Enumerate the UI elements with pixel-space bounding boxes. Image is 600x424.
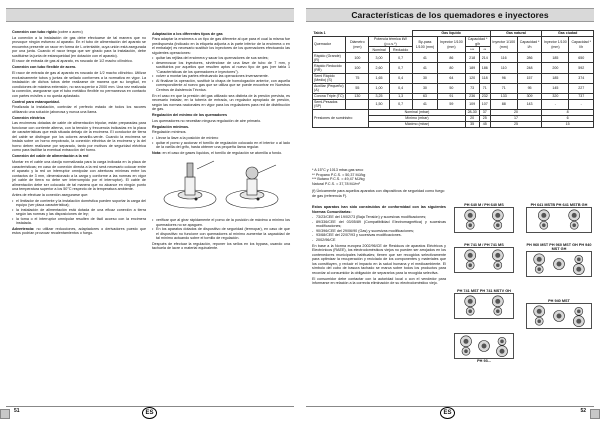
- burner-name-cell: Rápido Reducido (RR): [313, 63, 346, 73]
- table-cell: 120: [465, 73, 479, 83]
- regulation-list: [152, 136, 290, 150]
- heading-leak-check: Control para estanqueidad.: [12, 99, 60, 104]
- hob-outline: [455, 248, 514, 273]
- table-cell: 100: [346, 63, 369, 73]
- table-cell: 186: [479, 63, 490, 73]
- table-cell: 185: [542, 73, 569, 83]
- table-cell: 189: [465, 63, 479, 73]
- table-cell: 50: [438, 83, 465, 93]
- col-header-capacity: Capacidad * g/h: [465, 36, 490, 46]
- table-cell: 107: [479, 99, 490, 109]
- col-header-butane: ***: [465, 47, 479, 53]
- table-cell: 232: [479, 93, 490, 99]
- paragraph: En base a la Norma europea 2002/96/CE de Residuos de aparatos Eléctricos y Electrónicos (RAEE), los electrodomésticos viejos no pueden ser arrojados en los contenedores municipales habituales; tienen que ser recogidos selectivamente para optimizar la recuperación y reciclado de los componentes y materiales que los constituyen, y reducir el impacto en la salud humana y el medioambiente. El símbolo del cubo de basura tachado se marca sobre todos los productos para recordar al consumidor la obligación de separarlos para la recogida selectiva.: [312, 243, 446, 275]
- table-cell: -: [569, 99, 594, 109]
- hob-model-label: PH 741 MST PH 741 MSTV GH: [457, 289, 511, 293]
- hob-model: [454, 203, 514, 233]
- table-cell: 100: [346, 53, 369, 63]
- pressure-value-cell: 28-30: [465, 110, 479, 116]
- table-row: [313, 99, 594, 109]
- note-text: en el caso de gases líquidos, el tornillo de regulación se atornilla a fondo.: [161, 150, 283, 155]
- table-cell: 30: [412, 73, 438, 83]
- burner-cap: [537, 309, 542, 314]
- note-mark: *: [312, 168, 314, 172]
- list-item: • verificar que al girar rápidamente el pomo de la posición de máximo a mínimo los quemadores no se apaguen.: [152, 218, 290, 227]
- table-cell: 71: [490, 83, 517, 93]
- hob-model-label: PH 741 M / PH 741 MS: [464, 243, 504, 247]
- note-text: Natural P.C.S. = 37,78 MJ/m³: [312, 181, 360, 186]
- burner-cap: [572, 224, 576, 228]
- hob-model: [454, 333, 514, 363]
- burner-cap: [577, 310, 581, 314]
- table-cell: 30: [412, 83, 438, 93]
- burner-name-cell: Semi-Pesados (SP): [313, 99, 346, 109]
- table-cell: 96: [490, 73, 517, 83]
- list-item: • En los aparatos dotados de dispositivo de seguridad (termopar), en caso de que el dispositivo no funcione con quemadores al mínimo aumentar la capacidad de tal mínimo actuando sobre el tornillo de regulación.: [152, 227, 290, 241]
- table-cell: 214: [479, 53, 490, 63]
- pressure-value-cell: 45: [479, 122, 490, 128]
- left-column-1: [12, 30, 146, 237]
- table-cell: 1,3: [389, 93, 412, 99]
- table-cell: 143: [517, 99, 541, 109]
- table-cell: 109: [465, 99, 479, 109]
- note-text: Butano P.C.S. = 49,47 MJ/kg: [317, 177, 365, 181]
- col-header-injector-natural: Inyector 1/100 (mm): [490, 36, 517, 52]
- paragraph: El consumidor debe contactar con la autoridad local o con el vendedor para informarse en relación a la correcta eliminación de su electrodoméstico viejo.: [312, 276, 446, 286]
- hob-model-label: PH 640 M / PH 640 MS: [464, 203, 504, 207]
- directives-section: [312, 205, 446, 287]
- table-cell: 130: [346, 93, 369, 99]
- list-item: • la toma o el interruptor omnipolar resulten de fácil acceso con la encimera instalada.: [12, 217, 146, 226]
- paragraph: Antes de efectuar la conexión asegurarse que:: [12, 192, 89, 197]
- hob-model-label: PH 93...: [477, 359, 491, 363]
- paragraph: Para adaptar la encimera a un tipo de gas diferente al que para el cual la misma fue predispuesta (indicado en la etiqueta adjunta a la parte inferior de la encimera o en el embalaje) es necesario sustituir los inyectores de los quemadores efectuando las siguientes operaciones:: [152, 37, 290, 55]
- hob-diagram: [454, 207, 514, 233]
- hob-model: [454, 243, 514, 273]
- language-badge: ES: [142, 407, 157, 419]
- table-cell: 185: [542, 53, 569, 63]
- paragraph: Las encimeras dotadas de cable de alimentación tripolar, están preparadas para funcionar con corriente alterna, con la tensión y frecuencia indicadas en la placa de características que está situada debajo de la encimera. El conductor de tierra del cable se distingue por los colores amarillo-verde. Cuando la encimera se instala sobre un horno empotrado, la conexión eléctrica de la encimera y la del horno deben realizarse por separado, tanto por motivos de seguridad eléctrica como para facilitar la eventual extracción del horno.: [12, 121, 146, 153]
- hob-model-label: PH 641 MSTB PH 641 MSTB GH: [530, 203, 588, 207]
- burner-cap: [495, 213, 500, 218]
- hob-diagram: [454, 293, 514, 319]
- burner-cap: [464, 339, 469, 344]
- pressure-table-body: [313, 110, 594, 128]
- col-header-nominal: Nominal: [369, 47, 389, 53]
- col-header-propane: **: [479, 47, 490, 53]
- burner-cap: [468, 299, 473, 304]
- table-body: [313, 53, 594, 110]
- burner-cap: [537, 257, 542, 262]
- pressure-value-cell: 8: [542, 110, 594, 116]
- table-cell: 157: [517, 73, 541, 83]
- paragraph: El racor de entrada de gas al aparato es roscado de 1/2 macho cilíndrico. Utilizar exclusivamente tubos y juntas de sellado conformes a la normativa en vigor. La instalación de dichos tubos debe realizarse de manera que su longitud, en condiciones de máxima extensión, no sea superior a 2000 mm. Una vez realizada la conexión, asegurarse que el tubo metálico flexible no permanezca en contacto con partes móviles o no queda aplastado.: [12, 71, 146, 98]
- table-cell: 59: [438, 99, 465, 109]
- hob-diagram: [526, 251, 592, 277]
- hob-outline: [527, 208, 592, 233]
- group-header-natural: Gas natural: [490, 31, 542, 37]
- burner-cap: [537, 320, 541, 324]
- hob-diagram: [526, 207, 592, 233]
- pressure-value-cell: 20: [490, 110, 542, 116]
- directives-title: Estos aparatos han sido construidos de conformidad con las siguientes Normas Comunitarias:: [312, 205, 446, 214]
- list-item: • Al finalizar la operación, sustituir la chapa de homologación anterior, con aquella correspondiente al nuevo gas que se utiliza que se puede encontrar en Nuestros Centros de Asistencia Técnica.: [152, 79, 290, 93]
- pressure-value-cell: 15: [542, 122, 594, 128]
- pressure-type-cell: Máximo (mbar): [369, 122, 465, 128]
- pressure-value-cell: 25: [490, 122, 542, 128]
- list-item: • quitar el pomo y accionar el tornillo de regulación colocado en el interior o al lado de la varilla del grifo, hasta obtener una pequeña llama regular.: [152, 141, 290, 150]
- burner-name-cell: Auxiliar (Pequeño) (A): [313, 83, 346, 93]
- table-cell: 200: [542, 63, 569, 73]
- directive-list: [312, 215, 446, 242]
- table-cell: 118: [479, 73, 490, 83]
- table-cell: 3,00: [369, 53, 389, 63]
- table-cell: 2,60: [369, 63, 389, 73]
- table-cell: 145: [542, 83, 569, 93]
- heading-mains-cable: Conexión del cable de alimentación a la red: [12, 154, 89, 159]
- group-header-lpg: Gas líquido: [412, 31, 490, 37]
- burner-name-cell: Corona Triple (TC): [313, 93, 346, 99]
- burner-cap: [468, 253, 473, 258]
- burner-cap: [468, 310, 472, 314]
- table-cell: 286: [517, 53, 541, 63]
- table-cell: 63: [412, 93, 438, 99]
- warning-label: Advertencia:: [12, 226, 35, 231]
- col-header-injector: Inyector 1/100 (mm): [438, 36, 465, 52]
- pressure-value-cell: 20: [465, 116, 479, 122]
- right-page: [300, 0, 600, 424]
- left-header-bar: [6, 8, 294, 22]
- table-cell: 650: [569, 53, 594, 63]
- table-cell: 75: [346, 73, 369, 83]
- list-item: • volver a montar las partes efectuando las operaciones inversamente.: [152, 74, 290, 79]
- col-header-power: Potencia térmica kW (p.c.s.*): [369, 36, 412, 46]
- burner-knob-illustration: [152, 159, 290, 215]
- list-item: • Llevar la llave a la posición de mínimo: [152, 136, 290, 141]
- paragraph: Montar en el cable una clavija normalizada para la carga indicada en la placa de características; en caso de conexión directa a la red será necesario colocar entre el aparato y la red un interruptor omnipolar con aberturas mínimas entre los contactos de 3 mm, dimensionado a la carga y conforme a las normas en vigor (el cable de tierra no debe ser interrumpido por el interruptor). El cable de alimentación debe ser colocado de tal manera que no alcance en ningún punto una temperatura superior a los 50°C respecto de la temperatura ambiente.: [12, 160, 146, 192]
- pressure-value-cell: 6: [542, 116, 594, 122]
- burner-cap: [496, 310, 500, 314]
- heading-flexible-pipe: Conexión con tubo flexible de acero.: [12, 65, 77, 70]
- burner-cap: [482, 344, 487, 349]
- table-title: Tabla 1: [313, 31, 413, 37]
- col-header-capacity-town: Capacidad * l/h: [569, 36, 594, 52]
- note-mark: **: [312, 172, 315, 177]
- directive-item: - 89/336/CEE del 03/05/89 (Compatibilidad Electromagnética) y sucesivas modificaciones;: [312, 220, 446, 229]
- table-cell: 1,00: [369, 83, 389, 93]
- burner-name-cell: Rápido (Grande) (R): [313, 53, 346, 63]
- table-cell: 110: [490, 63, 517, 73]
- pressure-value-cell: 37: [479, 110, 490, 116]
- col-header-burner: Quemador: [313, 36, 346, 52]
- table-cell: 1,50: [369, 99, 389, 109]
- table-cell: 309: [517, 93, 541, 99]
- burner-cap: [557, 314, 562, 319]
- table-notes: [312, 168, 446, 198]
- table-row: [313, 73, 594, 83]
- table-cell: 0,7: [389, 53, 412, 63]
- table-cell: 71: [479, 83, 490, 93]
- table-cell: 227: [569, 83, 594, 93]
- page-edge-tab: [590, 409, 600, 419]
- burner-cap: [468, 264, 472, 268]
- page-number: 51: [14, 408, 20, 414]
- list-item: • la instalación de alimentación está dotada de una eficaz conexión a tierra según las normas y las disposiciones de ley;: [12, 208, 146, 217]
- directive-item: - 2002/96/CE: [312, 238, 446, 243]
- list-item: • desenroscar los inyectores, sirviéndose de una llave de tubo de 7 mm, y sustituirlos por aquellos que resulten aptos al nuevo tipo de gas (ver tabla 1 "Características de los quemadores e inyectores").: [152, 61, 290, 75]
- heading-minimum-regulation: Regulación del mínimo de los quemadores: [152, 113, 227, 118]
- table-row: [313, 63, 594, 73]
- note-text: Propano P.C.S. = 50,37 MJ/kg: [315, 172, 366, 177]
- paragraph: La conexión a la instalación de gas debe efectuarse de tal manera que no provoque ningún esfuerzo al aparato. En el tubo de alimentación del aparato se encuentra presente un racor en forma de L orientable, cuya unión está asegurada por una junta. Cuando el racor tenga que ser girado para la instalación, debe sustituirse la junta de estanqueidad (en dotación con el aparato).: [12, 35, 146, 58]
- table-row: [313, 53, 594, 63]
- screwdriver-adjustment-figure: [164, 161, 216, 208]
- hob-model: [454, 289, 514, 319]
- pressure-value-cell: 17: [490, 116, 542, 122]
- table-cell: 64: [438, 73, 465, 83]
- burner-cap: [468, 213, 473, 218]
- table-cell: 0,7: [389, 99, 412, 109]
- paragraph: Los quemadores no necesitan ninguna regulación de aire primario.: [152, 118, 262, 123]
- table-cell: [346, 99, 369, 109]
- page-number: 52: [580, 408, 586, 414]
- paragraph: Finalizada la instalación, controlar el perfecto estado de todos los racores utilizando una solución jabonosa y nunca una llama.: [12, 105, 146, 114]
- note-mark: ***: [312, 177, 317, 181]
- directive-item: - 93/68/CEE del 22/07/93 y sucesivas modificaciones.: [312, 233, 446, 238]
- heading-rigid-pipe-suffix: (cobre o acero): [56, 30, 83, 34]
- burner-cap: [542, 224, 546, 228]
- burner-cap: [496, 224, 500, 228]
- hob-model: [526, 203, 592, 233]
- paragraph: El racor de entrada de gas al aparato, es roscado de 1/2 macho cilíndrico.: [12, 59, 133, 64]
- table-cell: 88: [490, 99, 517, 109]
- burner-cap: [464, 349, 468, 353]
- col-header-diameter: Diámetro (mm): [346, 36, 369, 52]
- burner-cap: [495, 253, 500, 258]
- table-cell: 236: [465, 93, 479, 99]
- table-cell: 133: [490, 93, 517, 99]
- checklist: [12, 199, 146, 226]
- table-cell: 3,25: [369, 93, 389, 99]
- table-cell: 592: [569, 63, 594, 73]
- heading-rigid-pipe: Conexión con tubo rígido: [12, 30, 57, 34]
- burner-cap: [496, 264, 500, 268]
- table-cell: 55: [346, 83, 369, 93]
- table-cell: 320: [542, 93, 569, 99]
- page-title: Características de los quemadores e inyectores: [351, 10, 549, 20]
- table-cell: 218: [465, 53, 479, 63]
- pressure-label-cell: Presiones de suministro: [313, 110, 369, 128]
- table-cell: 0,7: [389, 63, 412, 73]
- verification-list: [152, 218, 290, 241]
- note-line: [312, 182, 446, 187]
- hob-outline: [455, 294, 514, 319]
- directive-item: - 73/23/CEE del 19/02/73 (Baja Tensión) y sucesivas modificaciones;: [312, 215, 446, 220]
- table-cell: -: [542, 99, 569, 109]
- table-cell: 0,4: [389, 83, 412, 93]
- table-cell: 41: [412, 53, 438, 63]
- burner-cap: [557, 262, 562, 267]
- table-cell: 0,4: [389, 73, 412, 83]
- table-cell: 86: [438, 53, 465, 63]
- paragraph: En el caso en que la presión del gas utilizado sea distinta de la presión prevista, es necesario instalar, en la tubería de entrada, un regulador apropiado de presión, según las normas nacionales en vigor para los reguladores para red de distribución de gas.: [152, 93, 290, 112]
- heading-gas-adaptation: Adaptación a los diferentes tipos de gas: [152, 31, 223, 36]
- table-cell: 1,65: [369, 73, 389, 83]
- col-header-reduced: Reducido: [389, 47, 412, 53]
- burner-cap: [500, 349, 505, 354]
- burner-cap: [576, 319, 581, 324]
- knob-adjustment-figure: [226, 165, 278, 208]
- pressure-value-cell: 25: [479, 116, 490, 122]
- burner-cap: [577, 258, 581, 262]
- paragraph: Regulación mínimos.: [152, 130, 187, 135]
- table-header-row: [313, 36, 594, 46]
- table-cell: 41: [412, 99, 438, 109]
- col-header-injector-town: Inyector 1/100 (mm): [542, 36, 569, 52]
- burner-name-cell: Semi Rápido (Medio) (S): [313, 73, 346, 83]
- note-text: A 15°C y 1013 mbar-gas seco: [314, 168, 364, 172]
- pressure-value-cell: 35: [465, 122, 479, 128]
- col-header-bypass: By-pass 1/100 (mm): [412, 36, 438, 52]
- note-label: Nota:: [152, 150, 162, 155]
- right-header-bar: [306, 8, 594, 22]
- burner-cap: [576, 267, 581, 272]
- hob-models-grid: [452, 203, 594, 373]
- burner-cap: [500, 340, 504, 344]
- burner-injector-table: [312, 30, 594, 128]
- heading-electrical: Conexión eléctrica: [12, 115, 45, 120]
- pressure-type-cell: Mínimo (mbar): [369, 116, 465, 122]
- burner-cap: [541, 213, 546, 218]
- paragraph: Después de efectuar la regulación, reponer los sellos en los bypass, usando una tachuela de lacre o material equivalente.: [152, 241, 290, 251]
- language-badge: ES: [440, 407, 455, 419]
- table-cell: 41: [412, 63, 438, 73]
- procedure-list: [152, 56, 290, 92]
- group-header-town: Gas ciudad: [542, 31, 594, 37]
- burner-cap: [468, 224, 472, 228]
- hob-diagram: [526, 303, 592, 329]
- hob-model: [526, 299, 592, 329]
- table-cell: 80: [438, 63, 465, 73]
- hob-diagram: [454, 333, 514, 359]
- hob-model-label: PH 960 MST PH 960 MST GH PH 940 MST GH: [526, 243, 592, 252]
- note-line: (f) Únicamente para aquellos aparatos con dispositivos de seguridad como fuego de gas (referencia F).: [312, 189, 445, 198]
- left-column-2: [152, 30, 290, 252]
- list-item: • quitar las rejillas del encimera y sacar los quemadores de sus sedes;: [152, 56, 290, 61]
- hob-diagram: [454, 247, 514, 273]
- table-row: [313, 83, 594, 93]
- table-cell: 374: [569, 73, 594, 83]
- pressure-type-cell: Nominal (mbar): [369, 110, 465, 116]
- table-cell: 95: [517, 83, 541, 93]
- warning-text: no utilizar reducciones, adaptadores o derivadores puesto que estos podrían provocar recalentamientos o fuego.: [12, 226, 146, 236]
- directive-item: - 90/396/CEE del 29/06/90 (Gas) y sucesivas modificaciones;: [312, 229, 446, 234]
- heading-minimums: Regulación mínimos.: [152, 124, 190, 129]
- table-cell: 248: [517, 63, 541, 73]
- table-cell: 91: [438, 93, 465, 99]
- table-cell: 737: [569, 93, 594, 99]
- list-item: • el limitador de corriente y la instalación doméstica pueden soportar la carga del equipo (ver placa característica);: [12, 199, 146, 208]
- burner-cap: [495, 299, 500, 304]
- hob-model: [526, 243, 592, 277]
- col-header-capacity-natural: Capacidad * l/h: [517, 36, 541, 52]
- hob-model-label: PH 940 MST: [548, 299, 570, 303]
- table-cell: 116: [490, 53, 517, 63]
- hob-outline: [455, 208, 514, 233]
- table-cell: 73: [465, 83, 479, 93]
- burner-cap: [537, 268, 541, 272]
- burner-cap: [572, 213, 577, 218]
- page-edge-tab: [0, 409, 10, 419]
